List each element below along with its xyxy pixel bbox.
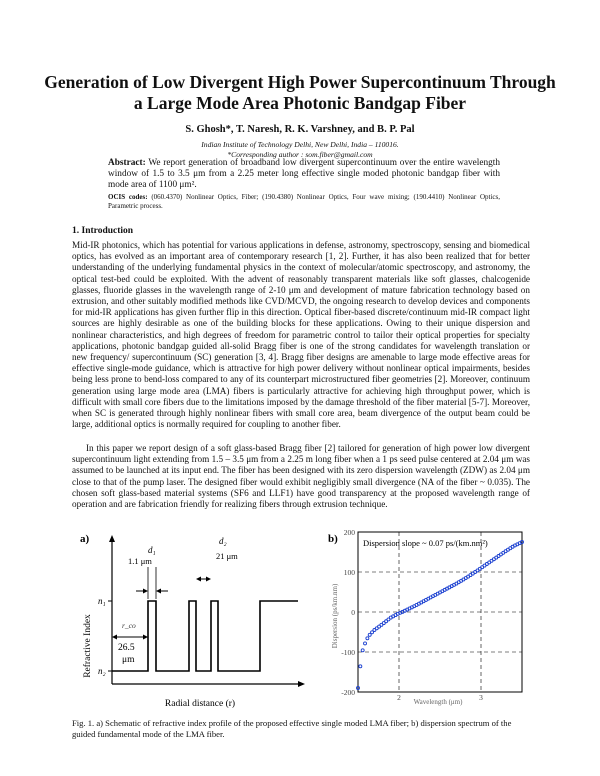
figure-1a <box>78 528 320 714</box>
fig-b-xtick-label: 2 <box>397 693 401 702</box>
fig-a-x-arrow <box>298 681 305 687</box>
fig-b-panel-label: b) <box>328 533 338 545</box>
fig-a-d1-value: 1.1 μm <box>128 556 152 566</box>
fig-a-rco-value: 26.5 <box>118 643 135 653</box>
fig-a-rco: r_co <box>122 621 136 630</box>
fig-a-d1: d₁ <box>148 545 156 555</box>
fig-a-rco-unit: μm <box>122 655 135 665</box>
fig-a-d1-arrowhead-left <box>143 589 148 594</box>
fig-b-ytick-label: 100 <box>343 568 355 577</box>
figure-1b-dispersion-chart <box>326 526 532 716</box>
fig-a-index-profile <box>112 601 298 671</box>
fig-a-xlabel: Radial distance (r) <box>164 699 236 709</box>
authors: S. Ghosh*, T. Naresh, R. K. Varshney, and B. P. Pal <box>185 124 415 135</box>
fig-b-ylabel: Dispersion (ps/km.nm) <box>331 583 339 649</box>
fig-b-data-point <box>364 642 367 645</box>
fig-a-rco-arrowhead-left <box>112 635 117 640</box>
fig-b-data-point <box>361 649 364 652</box>
paper-title: Generation of Low Divergent High Power Supercontinuum Through a Large Mode Area Photonic Bandgap Fiber <box>44 72 556 113</box>
fig-a-d2-arrowhead-left <box>196 577 201 582</box>
fig-b-data-point <box>368 633 371 636</box>
fig-b-data-point <box>366 637 369 640</box>
ocis-codes <box>108 193 500 210</box>
fig-a-panel-label: a) <box>80 533 90 545</box>
abstract <box>108 158 500 192</box>
ocis-text: (060.4370) Nonlinear Optics, Fiber; (190.4380) Nonlinear Optics, Four wave mixing; (190.4410) Nonlinear Optics, Parametric process. <box>108 193 500 210</box>
fig-a-n2: n₂ <box>98 666 106 676</box>
fig-b-ytick-label: 0 <box>351 608 355 617</box>
fig-a-d1-arrowhead-right <box>156 589 161 594</box>
fig-a-ylabel: Refractive Index <box>83 614 93 678</box>
fig-a-d2: d₂ <box>219 536 227 546</box>
fig-b-annotation: Dispersion slope ~ 0.07 ps/(km.nm²) <box>363 538 488 548</box>
fig-a-y-arrow <box>109 535 115 542</box>
abstract-label: Abstract: <box>108 158 146 168</box>
fig-b-xtick-label: 3 <box>479 693 483 702</box>
paragraph-2: In this paper we report design of a soft glass-based Bragg fiber [2] tailored for generation of high power low divergent supercontinuum light extending from 1.5 – 3.5 μm from a 2.25 m long fiber when a 1 ps seed pulse centered at 2.04 μm was assumed to be launched at its input end. The fiber has been designed with its zero dispersion wavelength (ZDW) as 2.04 μm close to that of the pump laser. The designed fiber would exhibit negligibly small divergence (NA of the fiber ~ 0.035). The chosen soft glass-based material systems (SF6 and LLF1) have good transparency at the proposed wavelength range of operation and are fabrication friendly for realizing fibers through extrusion technique. <box>72 443 530 510</box>
fig-a-d2-value: 21 μm <box>216 551 238 561</box>
corresponding-author: *Corresponding author : som.fiber@gmail.com <box>227 149 373 159</box>
fig-a-n1: n₁ <box>98 596 106 606</box>
fig-b-ytick-label: -200 <box>341 688 355 697</box>
paragraph-1: Mid-IR photonics, which has potential for various applications in defense, astronomy, spectroscopy, sensing and biomedical optics, has evolved as an important area of contemporary research [1, 2]. Further, it has also been realized that for better understanding of the underlying fundamental physics in the context of molecular/atomic spectroscopy, and astronomy, the optical test-bed could be exploited. With the advent of reasonably transparent materials like soft glasses, chalcogenide glasses, fluoride glasses in the wavelength range of 2-10 μm and development of mature fabrication technology based on extrusion, and other suitably modified methods like CVD/MCVD, the ongoing research to develop devices and components for mid-IR applications has given further flip in this direction. Optical fiber-based discrete/continuum mid-IR compact light sources are highly desirable as one of the building blocks for these applications. Owing to their unique dispersion and nonlinear characteristics, and high degrees of freedom for parametric control to tailor their optical properties for specialty applications, photonic bandgap guided all-solid Bragg fiber is one of the strong candidates for wavelength translation or new frequency/ supercontinuum (SC) generation [3, 4]. Bragg fiber designs are amenable to large mode effective areas for effective single-mode guidance, which is attractive for high power delivery without nonlinear optical impairments, besides being less prone to bend-loss compared to any of its counterpart microstructured fiber geometries [2]. Moreover, continuum generation using large mode area (LMA) fibers is particularly attractive for achieving high throughput power, which is difficult with small core fibers due to the limitations imposed by the damage threshold of the fiber material [5-7]. Moreover, when SC is generated through highly nonlinear fibers with small core area, beam divergence of the output beam could be large, additional optics is normally required for coupling to another fiber. <box>72 240 530 430</box>
affiliation: Indian Institute of Technology Delhi, New Delhi, India – 110016. <box>201 140 399 149</box>
fig-b-data-point <box>359 665 362 668</box>
figure-caption: Fig. 1. a) Schematic of refractive index profile of the proposed effective single moded LMA fiber; b) dispersion spectrum of the guided fundamental mode of the LMA fiber. <box>72 718 512 739</box>
fig-b-ytick-label: 200 <box>343 528 355 537</box>
fig-b-ytick-label: -100 <box>341 648 355 657</box>
fig-a-d2-arrowhead-right <box>206 577 211 582</box>
section-heading: 1. Introduction <box>72 226 134 236</box>
abstract-text: We report generation of broadband low divergent supercontinuum over the entire wavelength window of 1.5 to 3.5 μm from a 2.25 meter long effective single moded photonic bandgap fiber with mode area of 1100 μm². <box>108 158 501 191</box>
ocis-label: OCIS codes: <box>108 193 148 201</box>
affiliation-block <box>40 140 560 159</box>
fig-b-xlabel: Wavelength (μm) <box>413 698 463 706</box>
